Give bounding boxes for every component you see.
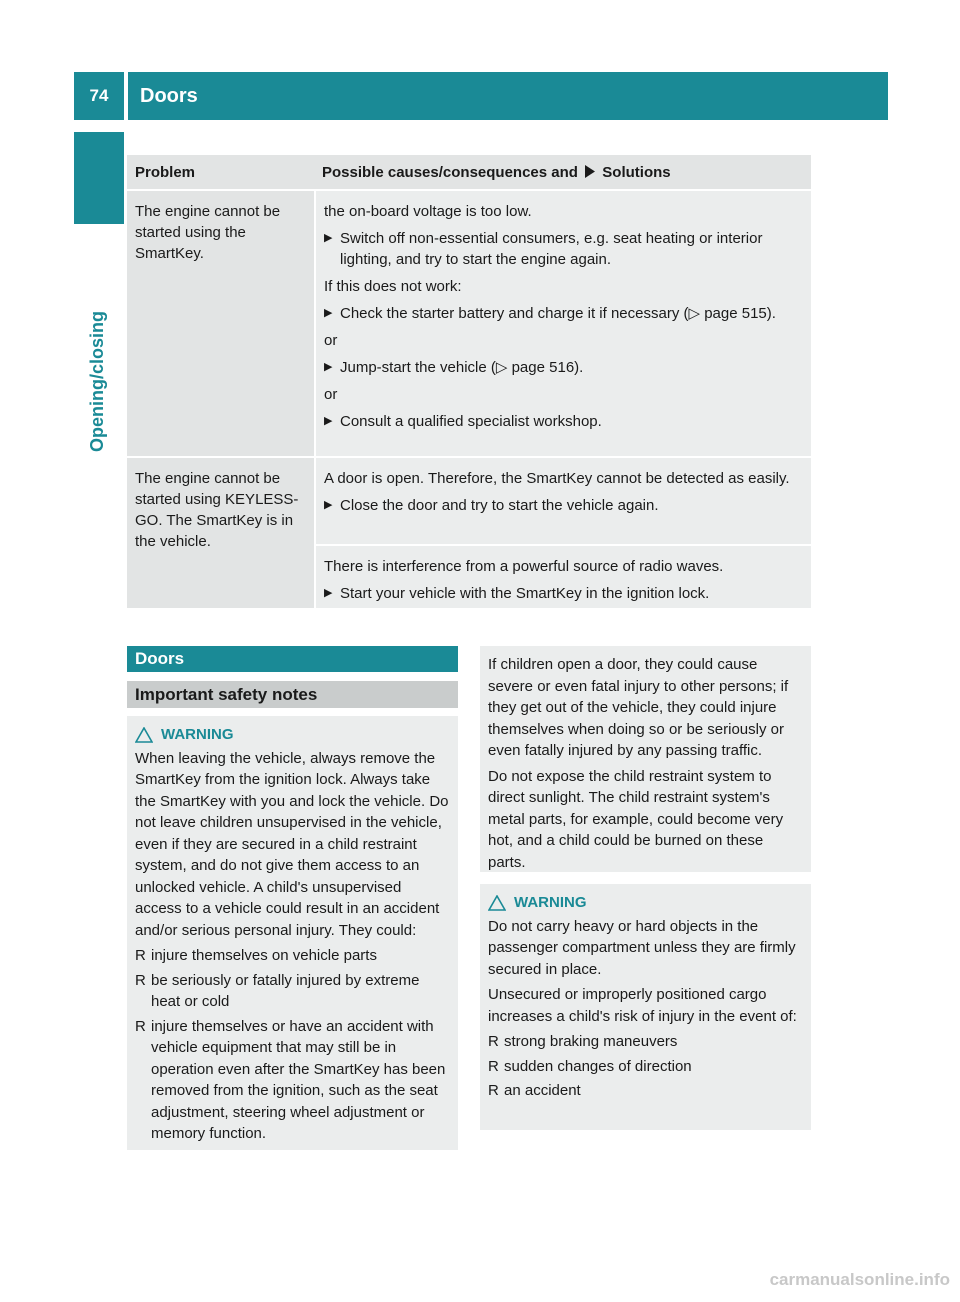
list-item: R strong braking maneuvers [488, 1033, 678, 1050]
header-solutions [314, 155, 811, 189]
warning-triangle-icon [135, 727, 153, 743]
step-item: ▶ Start your vehicle with the SmartKey in the ignition lock. [324, 585, 710, 602]
step-item: ▶ Switch off non-essential consumers, e.g. seat heating or interior lighting, and try to start the engine again. [324, 230, 763, 268]
if-not-text: If this does not work: [324, 278, 462, 295]
cause-text: There is interference from a powerful source of radio waves. [324, 558, 724, 575]
list-item: R injure themselves or have an accident with vehicle equipment that may still be in operation even after the SmartKey has been removed from the ignition, such as the seat adjustment, steering wheel adjustment or memory function. [135, 1017, 446, 1142]
warning-triangle-icon [488, 895, 506, 911]
or-text: or [324, 386, 338, 403]
solution-cell [316, 458, 811, 544]
header-solutions-prefix: Possible causes/consequences and [322, 164, 578, 181]
step-item: ▶ Consult a qualified specialist workshop. [324, 413, 602, 430]
table-row [127, 458, 811, 608]
page-number: 74 [74, 72, 124, 120]
cause-text: A door is open. Therefore, the SmartKey cannot be detected as easily. [324, 470, 790, 487]
step-item: ▶ Close the door and try to start the vehicle again. [324, 497, 659, 514]
problem-cell: The engine cannot be started using the SmartKey. [127, 191, 314, 456]
warning-header [488, 892, 803, 914]
warning-box [127, 716, 458, 1150]
section-title: Doors [127, 646, 458, 672]
step-arrow-icon: ▶ [324, 415, 333, 427]
side-section-label: Opening/closing [87, 310, 107, 452]
warning-continuation-box [480, 646, 811, 872]
warning-text: Do not carry heavy or hard objects in the passenger compartment unless they are firmly secured in place. [488, 917, 796, 978]
step-arrow-icon: ▶ [324, 361, 333, 373]
troubleshooting-table [127, 155, 811, 608]
table-header-row [127, 155, 811, 189]
page-title: Doors [128, 72, 888, 120]
warning-text: If children open a door, they could cause severe or even fatal injury to other persons; if they get out of the vehicle, they could injure themselves when doing so or be seriously or even fatally injured by any passing traffic. [488, 656, 789, 759]
warning-label: WARNING [514, 894, 587, 911]
solution-cell [316, 191, 811, 456]
list-item: R be seriously or fatally injured by extreme heat or cold [135, 971, 420, 1010]
warning-text: Unsecured or improperly positioned cargo increases a child's risk of injury in the event of: [488, 986, 797, 1025]
step-item: ▶ Jump-start the vehicle (▷ page 516). [324, 359, 584, 376]
arrow-right-icon [584, 165, 596, 178]
list-item: R sudden changes of direction [488, 1057, 692, 1075]
cause-text: the on-board voltage is too low. [324, 203, 532, 220]
side-tab-block [74, 132, 124, 224]
solution-cell [316, 546, 811, 608]
table-row [127, 191, 811, 456]
list-item: R injure themselves on vehicle parts [135, 947, 377, 964]
or-text: or [324, 332, 338, 349]
header-problem: Problem [135, 164, 196, 181]
header-solutions-suffix: Solutions [602, 164, 671, 181]
step-arrow-icon: ▶ [324, 232, 333, 244]
warning-text: Do not expose the child restraint system to direct sunlight. The child restraint system's metal parts, for example, could become very hot, and a child could be burned on these parts. [488, 767, 784, 871]
step-item: ▶ Check the starter battery and charge it if necessary (▷ page 515). [324, 305, 776, 322]
subsection-title: Important safety notes [127, 681, 458, 708]
warning-header [135, 724, 450, 746]
step-arrow-icon: ▶ [324, 499, 333, 511]
warning-text: When leaving the vehicle, always remove the SmartKey from the ignition lock. Always take the SmartKey with you and lock the vehicle. Do not leave children unsupervised in the vehicle, even if they are secured in a child restraint system, and do not give them access to an unlocked vehicle. A child's unsupervised access to a vehicle could result in an accident and/or serious personal injury. They could: [135, 749, 449, 939]
list-item: R an accident [488, 1082, 581, 1099]
step-arrow-icon: ▶ [324, 307, 333, 319]
warning-label: WARNING [161, 726, 234, 743]
step-arrow-icon: ▶ [324, 587, 333, 599]
footer-watermark: carmanualsonline.info [769, 1270, 950, 1289]
problem-cell: The engine cannot be started using KEYLESS-GO. The SmartKey is in the vehicle. [127, 458, 314, 608]
warning-box [480, 884, 811, 1130]
